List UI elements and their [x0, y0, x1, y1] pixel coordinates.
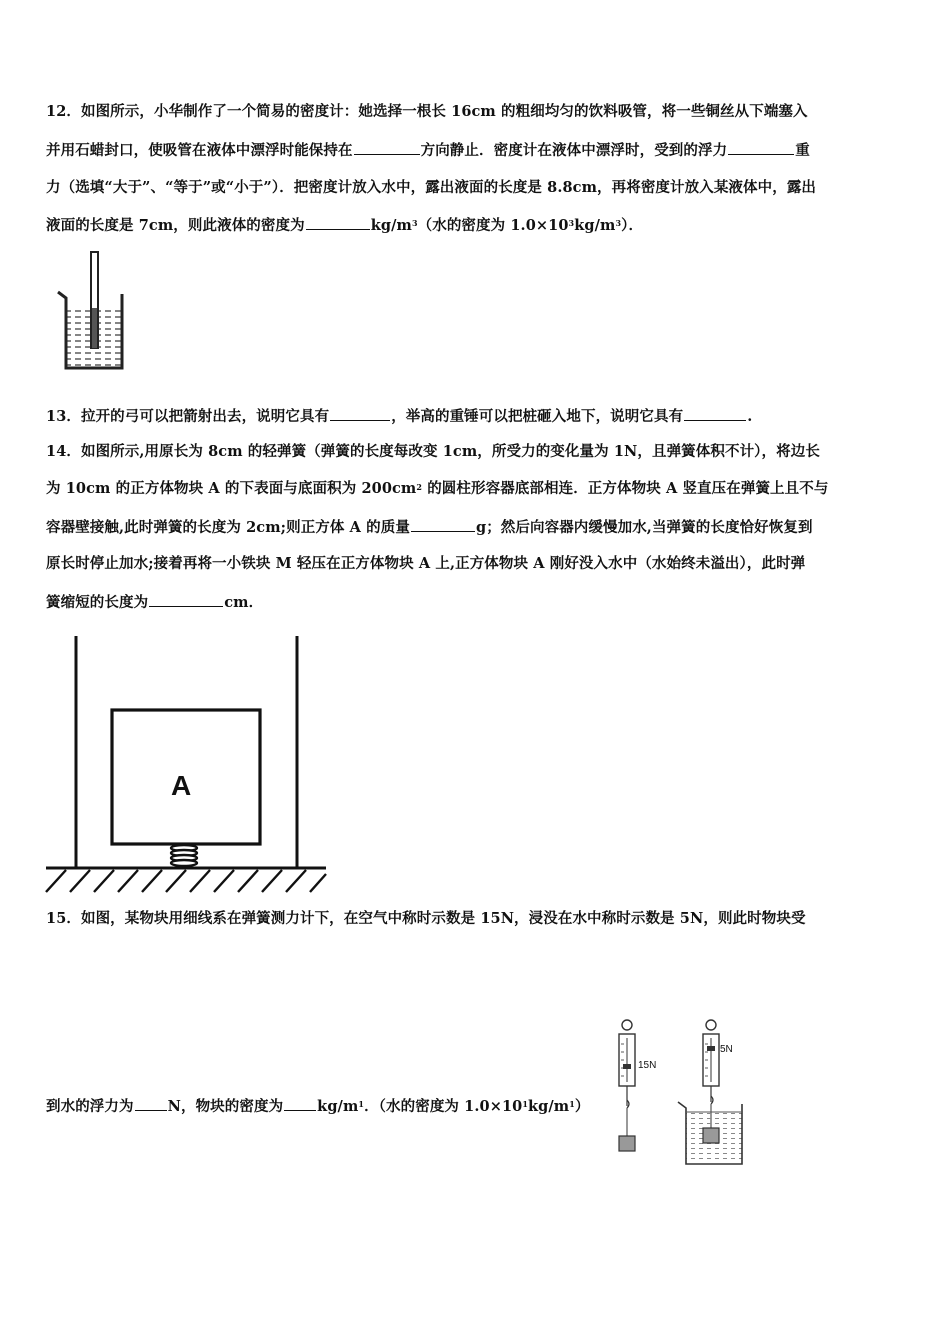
q14-blank-compression[interactable] — [149, 592, 223, 607]
container-spring-figure — [44, 634, 328, 896]
q14-line-1: 14．如图所示,用原长为 8cm 的轻弹簧（弹簧的长度每改变 1cm，所受力的变化量为 1N，且弹簧体积不计），将边长 — [46, 443, 820, 460]
q12-line-4: 液面的长度是 7cm，则此液体的密度为 $kg/m^3$（水的密度为 $1.0\times 10^3kg/m^3$）． — [46, 217, 644, 234]
q14-line-4: 原长时停止加水;接着再将一小铁块 M 轻压在正方体物块 A 上,正方体物块 A 刚好没入水中（水始终未溢出），此时弹 — [46, 555, 806, 572]
q12-blank-direction[interactable] — [354, 140, 420, 155]
q14-blank-mass[interactable] — [411, 517, 475, 532]
q15-line-1: 15．如图，某物块用细线系在弹簧测力计下，在空气中称时示数是 15N，浸没在水中称时示数是 5N，则此时物块受 — [46, 910, 806, 927]
q13-blank-2[interactable] — [684, 406, 746, 421]
q12-blank-buoyancy[interactable] — [728, 140, 794, 155]
q14-line-2: 为 10cm 的正方体物块 A 的下表面与底面积为 $200cm^2$ 的圆柱形容器底部相连．正方体物块 A 竖直压在弹簧上且不与 — [46, 480, 829, 497]
q13-blank-1[interactable] — [330, 406, 390, 421]
q15-line-2: 到水的浮力为 N，物块的密度为 $kg/m^1$．（水的密度为 $1.0\times 10^1kg/m^1$） — [46, 1098, 590, 1115]
hydrometer-beaker-figure — [54, 248, 134, 372]
q14-line-5: 簧缩短的长度为 cm． — [46, 594, 264, 611]
scale-1-reading: 15N — [638, 1060, 657, 1071]
q12-line-3: 力（选填“大于”、“等于”或“小于”）．把密度计放入水中，露出液面的长度是 8.8cm，再将密度计放入某液体中，露出 — [46, 179, 817, 196]
q14-line-3: 容器壁接触,此时弹簧的长度为 2cm;则正方体 A 的质量 g；然后向容器内缓慢加水,当弹簧的长度恰好恢复到 — [46, 519, 813, 536]
block-a-label: A — [171, 770, 192, 801]
q12-line-2: 并用石蜡封口，使吸管在液体中漂浮时能保持在 方向静止．密度计在液体中漂浮时，受到的浮力 重 — [46, 142, 810, 159]
q12-line-1: 12．如图所示，小华制作了一个简易的密度计：她选择一根长 16cm 的粗细均匀的饮料吸管，将一些铜丝从下端塞入 — [46, 103, 808, 120]
q13-line: 13．拉开的弓可以把箭射出去，说明它具有 ，举高的重锤可以把桩砸入地下，说明它具有 . — [46, 408, 753, 425]
q15-blank-density[interactable] — [284, 1096, 316, 1111]
q12-blank-density[interactable] — [306, 215, 370, 230]
scale-2-reading: 5N — [720, 1044, 733, 1055]
spring-scales-figure — [610, 1016, 750, 1168]
q15-blank-buoyancy[interactable] — [135, 1096, 167, 1111]
